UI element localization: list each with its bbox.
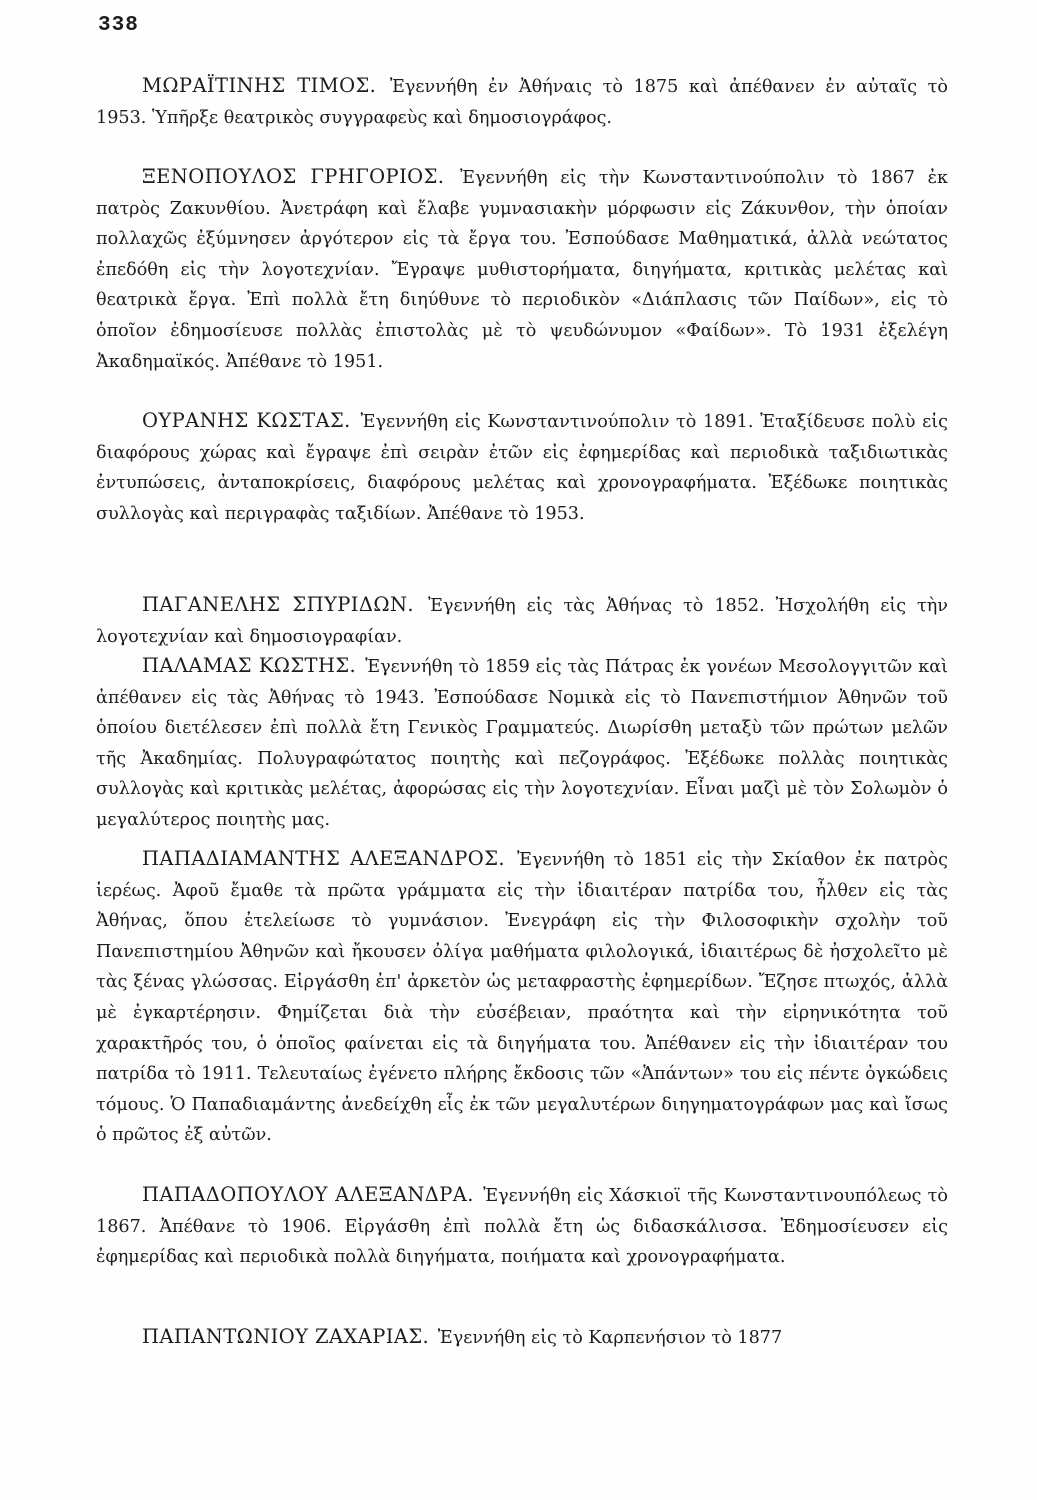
biography-entry-xenopoulos xyxy=(96,162,948,377)
entry-name: ΠΑΠΑΝΤΩΝΙΟΥ ΖΑΧΑΡΙΑΣ. xyxy=(142,1325,430,1348)
biography-entry-papadopoulou xyxy=(96,1180,948,1273)
entry-text: Ἐγεννήθη τὸ 1859 εἰς τὰς Πάτρας ἐκ γονέων Μεσολογγιτῶν καὶ ἀπέθανεν εἰς τὰς Ἀθήνας τὸ 1943. Ἐσπούδασε Νομικὰ εἰς τὸ Πανεπιστήμιον Ἀθηνῶν τοῦ ὁποίου διετέλεσεν ἐπὶ πολλὰ ἔτη Γενικὸς Γραμματεύς. Διωρίσθη μεταξὺ τῶν πρώτων μελῶν τῆς Ἀκαδημίας. Πολυγραφώτατος ποιητὴς καὶ πεζογράφος. Ἐξέδωκε πολλὰς ποιητικὰς συλλογὰς καὶ κριτικὰς μελέτας, ἀφορώσας εἰς τὴν λογοτεχνίαν. Εἶναι μαζὶ μὲ τὸν Σολωμὸν ὁ μεγαλύτερος ποιητὴς μας. xyxy=(96,657,949,830)
entry-text: Ἐγεννήθη εἰς Κωνσταντινούπολιν τὸ 1891. Ἐταξίδευσε πολὺ εἰς διαφόρους χώρας καὶ ἔγραψε ἐπὶ σειρὰν ἐτῶν εἰς ἐφημερίδας καὶ περιοδικὰ ταξιδιωτικὰς ἐντυπώσεις, ἀνταποκρίσεις, διαφόρους μελέτας καὶ χρονογραφήματα. Ἐξέδωκε ποιητικὰς συλλογὰς καὶ περιγραφὰς ταξιδίων. Ἀπέθανε τὸ 1953. xyxy=(96,412,949,524)
biography-entry-papantoniou xyxy=(96,1322,948,1354)
entry-name: ΞΕΝΟΠΟΥΛΟΣ ΓΡΗΓΟΡΙΟΣ. xyxy=(142,165,445,188)
biography-entry-ouranis xyxy=(96,406,948,529)
entry-text: Ἐγεννήθη τὸ 1851 εἰς τὴν Σκίαθον ἐκ πατρὸς ἱερέως. Ἀφοῦ ἔμαθε τὰ πρῶτα γράμματα εἰς τὴν ἰδιαιτέραν πατρίδα του, ἦλθεν εἰς τὰς Ἀθήνας, ὅπου ἐτελείωσε τὸ γυμνάσιον. Ἐνεγράφη εἰς τὴν Φιλοσοφικὴν σχολὴν τοῦ Πανεπιστημίου Ἀθηνῶν καὶ ἤκουσεν ὀλίγα μαθήματα φιλολογικά, ἰδιαιτέρως δὲ ἠσχολεῖτο μὲ τὰς ξένας γλώσσας. Εἰργάσθη ἐπ' ἀρκετὸν ὡς μεταφραστὴς ἐφημερίδων. Ἔζησε πτωχός, ἀλλὰ μὲ ἐγκαρτέρησιν. Φημίζεται διὰ τὴν εὐσέβειαν, πραότητα καὶ τὴν εἰρηνικότητα τοῦ χαρακτῆρός του, ὁ ὁποῖος φαίνεται εἰς τὰ διηγήματα του. Ἀπέθανεν εἰς τὴν ἰδιαιτέραν του πατρίδα τὸ 1911. Τελευταίως ἐγένετο πλήρης ἔκδοσις τῶν «Ἁπάντων» του εἰς πέντε ὀγκώδεις τόμους. Ὁ Παπαδιαμάντης ἀνεδείχθη εἷς ἐκ τῶν μεγαλυτέρων διηγηματογράφων μας καὶ ἴσως ὁ πρῶτος ἐξ αὐτῶν. xyxy=(96,850,948,1146)
entry-name: ΜΩΡΑΪΤΙΝΗΣ ΤΙΜΟΣ. xyxy=(142,74,377,97)
biography-entry-moraitinis xyxy=(96,71,948,133)
biography-entry-palamas xyxy=(96,651,948,836)
biography-entry-paganelis xyxy=(96,590,948,652)
biography-entry-papadiamantis xyxy=(96,844,948,1151)
entry-text: Ἐγεννήθη ἐν Ἀθήναις τὸ 1875 καὶ ἀπέθανεν ἐν αὐταῖς τὸ 1953. Ὑπῆρξε θεατρικὸς συγγραφεὺς καὶ δημοσιογράφος. xyxy=(96,77,948,128)
entry-name: ΠΑΛΑΜΑΣ ΚΩΣΤΗΣ. xyxy=(142,654,357,677)
entry-name: ΠΑΠΑΔΟΠΟΥΛΟΥ ΑΛΕΞΑΝΔΡΑ. xyxy=(142,1183,474,1206)
entry-name: ΟΥΡΑΝΗΣ ΚΩΣΤΑΣ. xyxy=(142,409,351,432)
entry-name: ΠΑΓΑΝΕΛΗΣ ΣΠΥΡΙΔΩΝ. xyxy=(142,593,415,616)
entry-text: Ἐγεννήθη εἰς τὴν Κωνσταντινούπολιν τὸ 1867 ἐκ πατρὸς Ζακυνθίου. Ἀνετράφη καὶ ἔλαβε γυμνασιακὴν μόρφωσιν εἰς Ζάκυνθον, τὴν ὁποίαν πολλαχῶς ἐξύμνησεν ἀργότερον εἰς τὰ ἔργα του. Ἐσπούδασε Μαθηματικά, ἀλλὰ νεώτατος ἐπεδόθη εἰς τὴν λογοτεχνίαν. Ἔγραψε μυθιστορήματα, διηγήματα, κριτικὰς μελέτας καὶ θεατρικὰ ἔργα. Ἐπὶ πολλὰ ἔτη διηύθυνε τὸ περιοδικὸν «Διάπλασις τῶν Παίδων», εἰς τὸ ὁποῖον ἐδημοσίευσε πολλὰς ἐπιστολὰς μὲ τὸ ψευδώνυμον «Φαίδων». Τὸ 1931 ἐξελέγη Ἀκαδημαϊκός. Ἀπέθανε τὸ 1951. xyxy=(96,168,949,372)
page-number: 338 xyxy=(98,14,139,37)
entry-text: Ἐγεννήθη εἰς τὰς Ἀθήνας τὸ 1852. Ἠσχολήθη εἰς τὴν λογοτεχνίαν καὶ δημοσιογραφίαν. xyxy=(96,596,949,647)
entry-name: ΠΑΠΑΔΙΑΜΑΝΤΗΣ ΑΛΕΞΑΝΔΡΟΣ. xyxy=(142,847,505,870)
entry-text: Ἐγεννήθη εἰς τὸ Καρπενήσιον τὸ 1877 xyxy=(437,1328,783,1348)
entry-text: Ἐγεννήθη εἰς Χάσκιοϊ τῆς Κωνσταντινουπόλεως τὸ 1867. Ἀπέθανε τὸ 1906. Εἰργάσθη ἐπὶ πολλὰ ἔτη ὡς διδασκάλισσα. Ἐδημοσίευσεν εἰς ἐφημερίδας καὶ περιοδικὰ πολλὰ διηγήματα, ποιήματα καὶ χρονογραφήματα. xyxy=(96,1186,949,1268)
